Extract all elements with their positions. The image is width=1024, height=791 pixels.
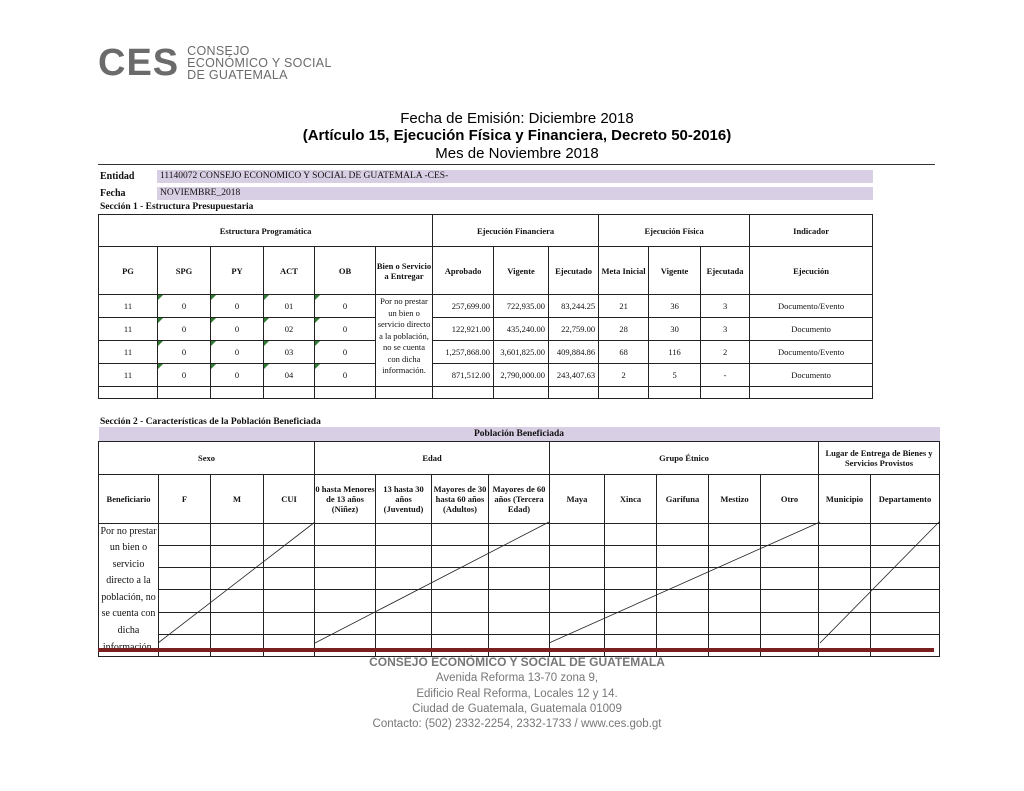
cell-vigente-fisica: 5 <box>649 364 701 387</box>
group-financiera: Ejecución Financiera <box>433 215 599 247</box>
empty-cell <box>432 612 489 634</box>
empty-cell <box>432 545 489 567</box>
empty-cell <box>871 568 940 590</box>
empty-cell <box>432 568 489 590</box>
empty-cell <box>761 568 819 590</box>
empty-cell <box>376 568 432 590</box>
empty-cell <box>159 523 211 545</box>
empty-cell <box>376 612 432 634</box>
col-edad-tercera: Mayores de 60 años (Tercera Edad) <box>489 474 550 523</box>
cell-vigente: 435,240.00 <box>494 318 549 341</box>
table-row <box>99 568 940 590</box>
col-meta: Meta Inicial <box>599 247 649 295</box>
col-garifuna: Garífuna <box>657 474 709 523</box>
empty-cell <box>315 590 376 612</box>
entidad-value: 11140072 CONSEJO ECONOMICO Y SOCIAL DE GUATEMALA -CES- <box>157 170 873 183</box>
cell-meta: 28 <box>599 318 649 341</box>
empty-cell <box>433 387 494 399</box>
cell-bien-note: Por no prestar un bien o servicio directo a la población, no se cuenta con dicha información. <box>376 295 433 387</box>
cell-spg: 0 <box>158 318 211 341</box>
cell-ejecucion: Documento <box>750 364 873 387</box>
group-edad: Edad <box>315 441 550 474</box>
cell-ejecutado: 243,407.63 <box>549 364 599 387</box>
empty-cell <box>211 387 264 399</box>
group-lugar: Lugar de Entrega de Bienes y Servicios Provistos <box>819 441 940 474</box>
cell-meta: 68 <box>599 341 649 364</box>
empty-cell <box>211 590 264 612</box>
col-vigente: Vigente <box>494 247 549 295</box>
group-etnico: Grupo Étnico <box>550 441 819 474</box>
empty-cell <box>709 568 761 590</box>
empty-cell <box>605 523 657 545</box>
population-banner: Población Beneficiada <box>99 427 940 441</box>
cell-spg: 0 <box>158 364 211 387</box>
empty-cell <box>159 590 211 612</box>
footer-address-1: Avenida Reforma 13-70 zona 9, <box>435 672 599 684</box>
fecha-value: NOVIEMBRE_2018 <box>157 187 873 200</box>
empty-cell <box>211 545 264 567</box>
cell-act: 02 <box>264 318 315 341</box>
empty-cell <box>701 387 750 399</box>
empty-cell <box>99 387 158 399</box>
empty-cell <box>709 590 761 612</box>
empty-cell <box>657 590 709 612</box>
cell-beneficiario-note: Por no prestar un bien o servicio directo a la población, no se cuenta con dicha <box>99 523 159 657</box>
month-heading: Mes de Noviembre 2018 <box>435 145 599 162</box>
cell-aprobado: 1,257,868.00 <box>433 341 494 364</box>
empty-cell <box>315 612 376 634</box>
col-ejecutado: Ejecutado <box>549 247 599 295</box>
empty-cell <box>761 523 819 545</box>
logo-line-1: CONSEJO <box>187 44 250 58</box>
col-ob: OB <box>315 247 376 295</box>
empty-cell <box>376 523 432 545</box>
logo-line-2: ECONÓMICO Y SOCIAL <box>187 56 332 70</box>
col-ejecucion: Ejecución <box>750 247 873 295</box>
empty-cell <box>550 545 605 567</box>
cell-vigente-fisica: 30 <box>649 318 701 341</box>
empty-cell <box>605 634 657 656</box>
table-row <box>99 634 940 656</box>
table-row <box>99 545 940 567</box>
empty-cell <box>549 387 599 399</box>
empty-cell <box>709 612 761 634</box>
cell-py: 0 <box>211 364 264 387</box>
cell-pg: 11 <box>99 364 158 387</box>
empty-cell <box>657 545 709 567</box>
table-row <box>99 590 940 612</box>
cell-meta: 21 <box>599 295 649 318</box>
empty-cell <box>211 523 264 545</box>
cell-act: 03 <box>264 341 315 364</box>
section-2-title: Sección 2 - Características de la Población Beneficiada <box>100 417 321 427</box>
cell-ejecucion: Documento <box>750 318 873 341</box>
empty-cell <box>599 387 649 399</box>
empty-cell <box>264 523 315 545</box>
empty-cell <box>315 387 376 399</box>
cell-act: 01 <box>264 295 315 318</box>
empty-cell <box>264 387 315 399</box>
col-py: PY <box>211 247 264 295</box>
empty-cell <box>761 590 819 612</box>
empty-cell <box>489 568 550 590</box>
group-fisica: Ejecución Física <box>599 215 750 247</box>
cell-ejecucion: Documento/Evento <box>750 341 873 364</box>
empty-cell <box>376 590 432 612</box>
logo-line-3: DE GUATEMALA <box>187 68 288 82</box>
empty-cell <box>657 523 709 545</box>
table-row-empty <box>99 387 873 399</box>
empty-cell <box>489 612 550 634</box>
empty-cell <box>494 387 549 399</box>
cell-pg: 11 <box>99 341 158 364</box>
group-estructura: Estructura Programática <box>99 215 433 247</box>
empty-cell <box>871 523 940 545</box>
cell-py: 0 <box>211 341 264 364</box>
article-heading: (Artículo 15, Ejecución Física y Financiera, Decreto 50-2016) <box>302 127 732 144</box>
empty-cell <box>761 545 819 567</box>
empty-cell <box>432 590 489 612</box>
cell-vigente: 2,790,000.00 <box>494 364 549 387</box>
col-ejecutada: Ejecutada <box>701 247 750 295</box>
empty-cell <box>819 568 871 590</box>
empty-cell <box>649 387 701 399</box>
empty-cell <box>432 523 489 545</box>
empty-cell <box>159 568 211 590</box>
cell-ob: 0 <box>315 318 376 341</box>
cell-ejecutado: 22,759.00 <box>549 318 599 341</box>
empty-cell <box>871 634 940 656</box>
empty-cell <box>489 590 550 612</box>
empty-cell <box>819 545 871 567</box>
col-m: M <box>211 474 264 523</box>
entidad-label: Entidad <box>100 171 135 182</box>
cell-ejecutada: - <box>701 364 750 387</box>
cell-spg: 0 <box>158 341 211 364</box>
empty-cell <box>376 545 432 567</box>
col-edad-ninez: 0 hasta Menores de 13 años (Niñez) <box>315 474 376 523</box>
cell-aprobado: 257,699.00 <box>433 295 494 318</box>
empty-cell <box>432 634 489 656</box>
empty-cell <box>550 612 605 634</box>
cell-pg: 11 <box>99 318 158 341</box>
col-mestizo: Mestizo <box>709 474 761 523</box>
empty-cell <box>819 523 871 545</box>
empty-cell <box>211 612 264 634</box>
ces-logo <box>98 44 332 82</box>
empty-cell <box>871 545 940 567</box>
empty-cell <box>376 387 433 399</box>
col-act: ACT <box>264 247 315 295</box>
empty-cell <box>264 545 315 567</box>
empty-cell <box>819 590 871 612</box>
empty-cell <box>158 387 211 399</box>
cell-aprobado: 871,512.00 <box>433 364 494 387</box>
footer-address-2: Edificio Real Reforma, Locales 12 y 14. <box>416 688 618 700</box>
cell-spg: 0 <box>158 295 211 318</box>
col-edad-adultos: Mayores de 30 hasta 60 años (Adultos) <box>432 474 489 523</box>
empty-cell <box>315 568 376 590</box>
footer-contact: Contacto: (502) 2332-2254, 2332-1733 / www.ces.gob.gt <box>372 718 662 730</box>
cell-aprobado: 122,921.00 <box>433 318 494 341</box>
empty-cell <box>761 634 819 656</box>
empty-cell <box>709 545 761 567</box>
section-1-title: Sección 1 - Estructura Presupuestaria <box>100 202 254 212</box>
cell-py: 0 <box>211 318 264 341</box>
group-indicador: Indicador <box>750 215 873 247</box>
empty-cell <box>211 568 264 590</box>
cell-ob: 0 <box>315 295 376 318</box>
empty-cell <box>605 568 657 590</box>
cell-act: 04 <box>264 364 315 387</box>
cell-ejecutada: 2 <box>701 341 750 364</box>
empty-cell <box>819 634 871 656</box>
cell-ejecutada: 3 <box>701 318 750 341</box>
empty-cell <box>657 568 709 590</box>
empty-cell <box>211 634 264 656</box>
cell-pg: 11 <box>99 295 158 318</box>
empty-cell <box>550 634 605 656</box>
table-row <box>99 295 873 318</box>
group-sexo: Sexo <box>99 441 315 474</box>
empty-cell <box>871 590 940 612</box>
table-row <box>99 364 873 387</box>
empty-cell <box>605 612 657 634</box>
table-row <box>99 612 940 634</box>
empty-cell <box>605 545 657 567</box>
cell-meta: 2 <box>599 364 649 387</box>
empty-cell <box>159 634 211 656</box>
logo-text <box>187 45 332 81</box>
col-municipio: Municipio <box>819 474 871 523</box>
empty-cell <box>264 590 315 612</box>
table-row <box>99 318 873 341</box>
footer-divider <box>98 648 934 652</box>
empty-cell <box>264 612 315 634</box>
empty-cell <box>315 523 376 545</box>
empty-cell <box>315 545 376 567</box>
col-aprobado: Aprobado <box>433 247 494 295</box>
emission-date-heading: Fecha de Emisión: Diciembre 2018 <box>400 110 634 127</box>
col-f: F <box>159 474 211 523</box>
empty-cell <box>376 634 432 656</box>
empty-cell <box>657 612 709 634</box>
empty-cell <box>709 634 761 656</box>
empty-cell <box>550 568 605 590</box>
cell-ob: 0 <box>315 341 376 364</box>
budget-structure-table <box>98 214 873 399</box>
empty-cell <box>159 612 211 634</box>
empty-cell <box>550 590 605 612</box>
col-edad-juventud: 13 hasta 30 años (Juventud) <box>376 474 432 523</box>
footer-org: CONSEJO ECONÓMICO Y SOCIAL DE GUATEMALA <box>369 655 665 669</box>
cell-vigente: 722,935.00 <box>494 295 549 318</box>
empty-cell <box>264 568 315 590</box>
empty-cell <box>550 523 605 545</box>
footer-address-3: Ciudad de Guatemala, Guatemala 01009 <box>412 703 622 715</box>
table-row <box>99 341 873 364</box>
col-vigente-fisica: Vigente <box>649 247 701 295</box>
empty-cell <box>605 590 657 612</box>
empty-cell <box>750 387 873 399</box>
col-cui: CUI <box>264 474 315 523</box>
col-spg: SPG <box>158 247 211 295</box>
cell-vigente-fisica: 116 <box>649 341 701 364</box>
cell-ob: 0 <box>315 364 376 387</box>
empty-cell <box>489 634 550 656</box>
cell-ejecutada: 3 <box>701 295 750 318</box>
col-pg: PG <box>99 247 158 295</box>
empty-cell <box>489 523 550 545</box>
cell-vigente: 3,601,825.00 <box>494 341 549 364</box>
col-beneficiario: Beneficiario <box>99 474 159 523</box>
empty-cell <box>264 634 315 656</box>
fecha-label: Fecha <box>100 188 126 199</box>
col-departamento: Departamento <box>871 474 940 523</box>
empty-cell <box>871 612 940 634</box>
cell-py: 0 <box>211 295 264 318</box>
col-bien: Bien o Servicio a Entregar <box>376 247 433 295</box>
empty-cell <box>159 545 211 567</box>
empty-cell <box>709 523 761 545</box>
cell-ejecucion: Documento/Evento <box>750 295 873 318</box>
cell-vigente-fisica: 36 <box>649 295 701 318</box>
table-row <box>99 523 940 545</box>
col-otro: Otro <box>761 474 819 523</box>
cell-ejecutado: 83,244.25 <box>549 295 599 318</box>
logo-mark: CES <box>98 42 180 84</box>
empty-cell <box>315 634 376 656</box>
empty-cell <box>489 545 550 567</box>
col-xinca: Xinca <box>605 474 657 523</box>
beneficiary-population-table <box>98 427 940 657</box>
col-maya: Maya <box>550 474 605 523</box>
empty-cell <box>819 612 871 634</box>
empty-cell <box>657 634 709 656</box>
empty-cell <box>761 612 819 634</box>
header-divider <box>98 164 935 165</box>
cell-ejecutado: 409,884.86 <box>549 341 599 364</box>
